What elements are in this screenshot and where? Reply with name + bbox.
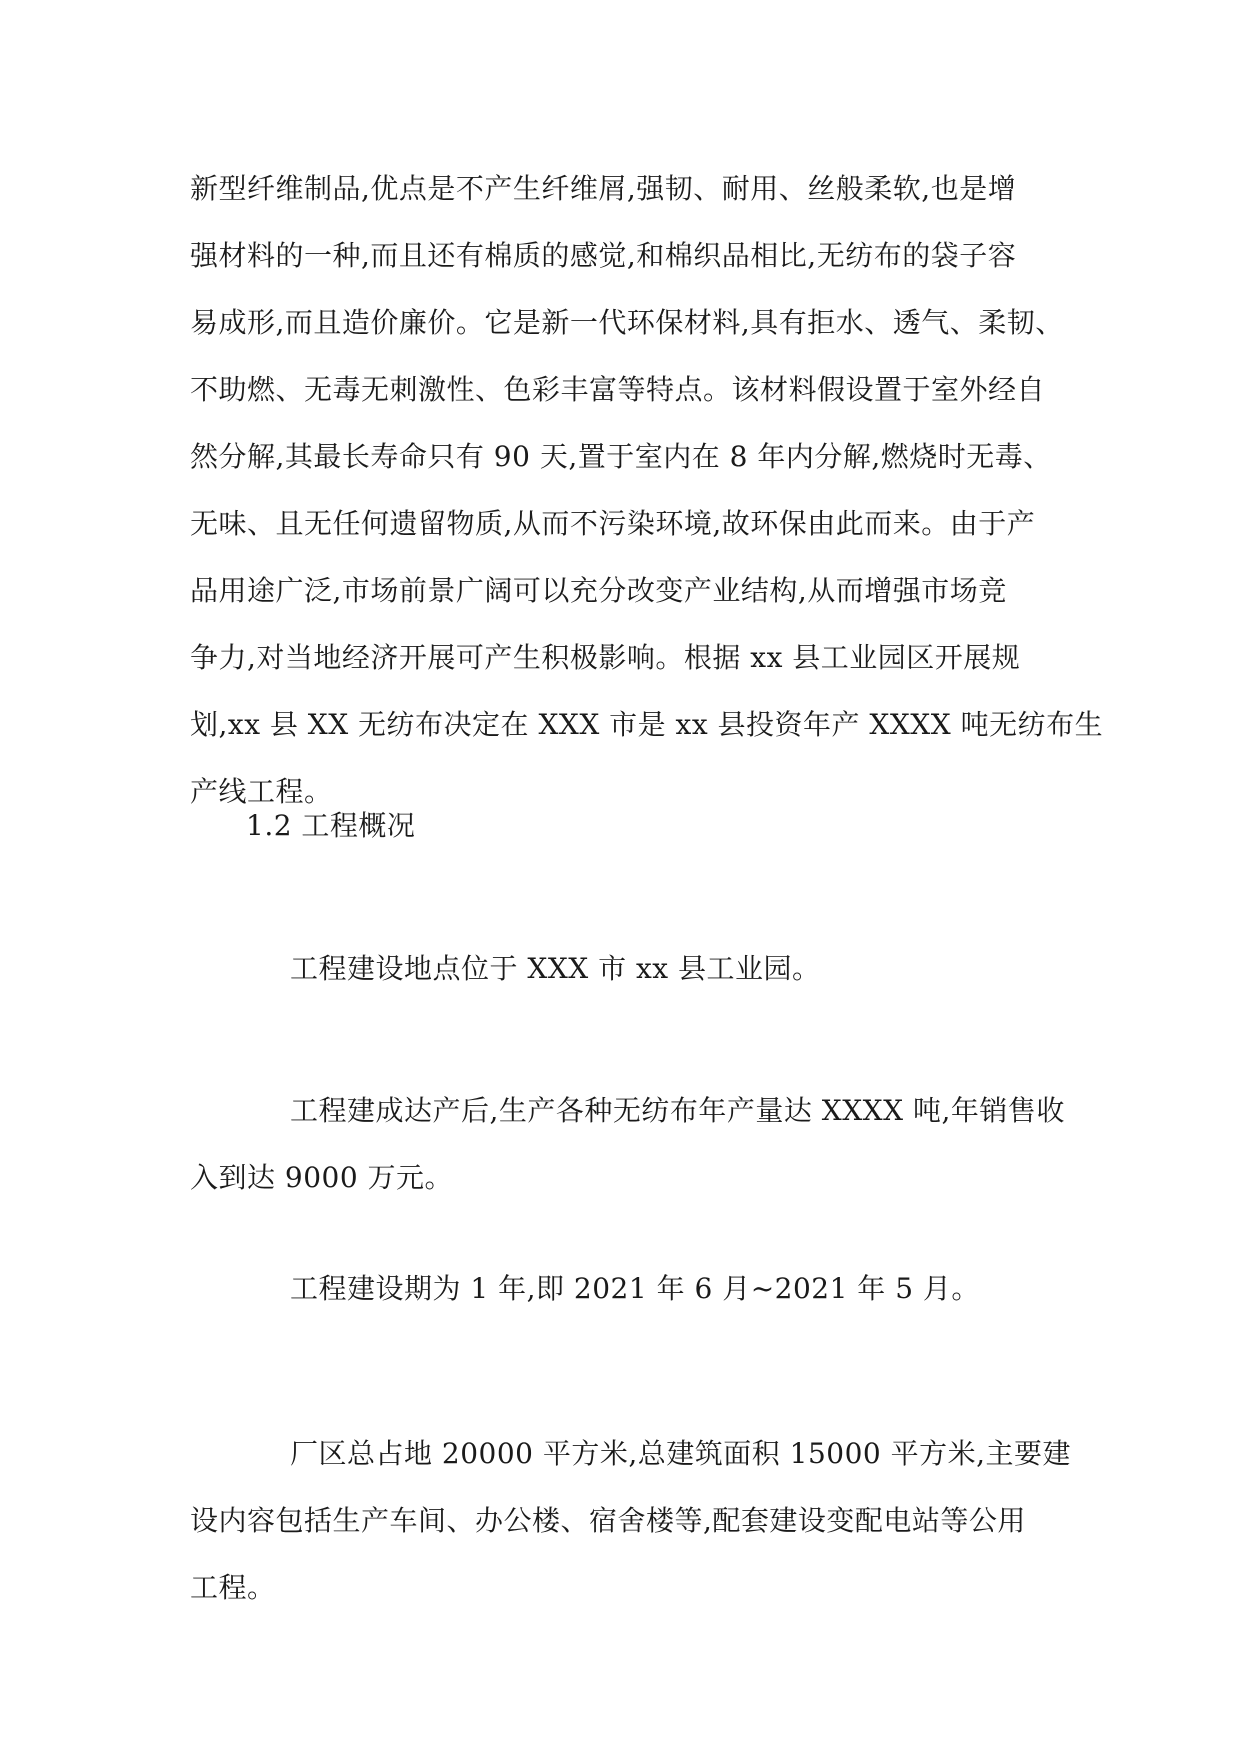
paragraph-line: 工程建设期为 1 年,即 2021 年 6 月~2021 年 5 月。 [290,1272,980,1305]
section-heading-text: 1.2 工程概况 [246,809,416,842]
period-paragraph [190,1255,1060,1322]
location-paragraph [190,935,1060,1002]
paragraph-line: 品用途广泛,市场前景广阔可以充分改变产业结构,从而增强市场竞 [190,574,1007,607]
paragraph-line: 工程。 [190,1571,276,1604]
paragraph-line: 设内容包括生产车间、办公楼、宿舍楼等,配套建设变配电站等公用 [190,1504,1026,1537]
paragraph-line: 工程建设地点位于 XXX 市 xx 县工业园。 [290,952,821,985]
paragraph-line: 不助燃、无毒无刺激性、色彩丰富等特点。该材料假设置于室外经自 [190,373,1046,406]
paragraph-line: 入到达 9000 万元。 [190,1161,454,1194]
area-paragraph [190,1420,1072,1621]
paragraph-line: 然分解,其最长寿命只有 90 天,置于室内在 8 年内分解,燃烧时无毒、 [190,440,1052,473]
paragraph-line: 强材料的一种,而且还有棉质的感觉,和棉织品相比,无纺布的袋子容 [190,239,1017,272]
paragraph-line: 产线工程。 [190,775,333,808]
paragraph-line: 无味、且无任何遗留物质,从而不污染环境,故环保由此而来。由于产 [190,507,1036,540]
paragraph-line: 工程建成达产后,生产各种无纺布年产量达 XXXX 吨,年销售收 [290,1094,1065,1127]
paragraph-line: 划,xx 县 XX 无纺布决定在 XXX 市是 xx 县投资年产 XXXX 吨无纺布生 [190,708,1104,741]
section-heading [246,792,946,859]
output-paragraph [190,1077,1065,1211]
paragraph-line: 新型纤维制品,优点是不产生纤维屑,强韧、耐用、丝般柔软,也是增 [190,172,1017,205]
paragraph-line: 易成形,而且造价廉价。它是新一代环保材料,具有拒水、透气、柔韧、 [190,306,1064,339]
paragraph-line: 争力,对当地经济开展可产生积极影响。根据 xx 县工业园区开展规 [190,641,1021,674]
intro-paragraph [190,155,1104,825]
paragraph-line: 厂区总占地 20000 平方米,总建筑面积 15000 平方米,主要建 [290,1437,1072,1470]
